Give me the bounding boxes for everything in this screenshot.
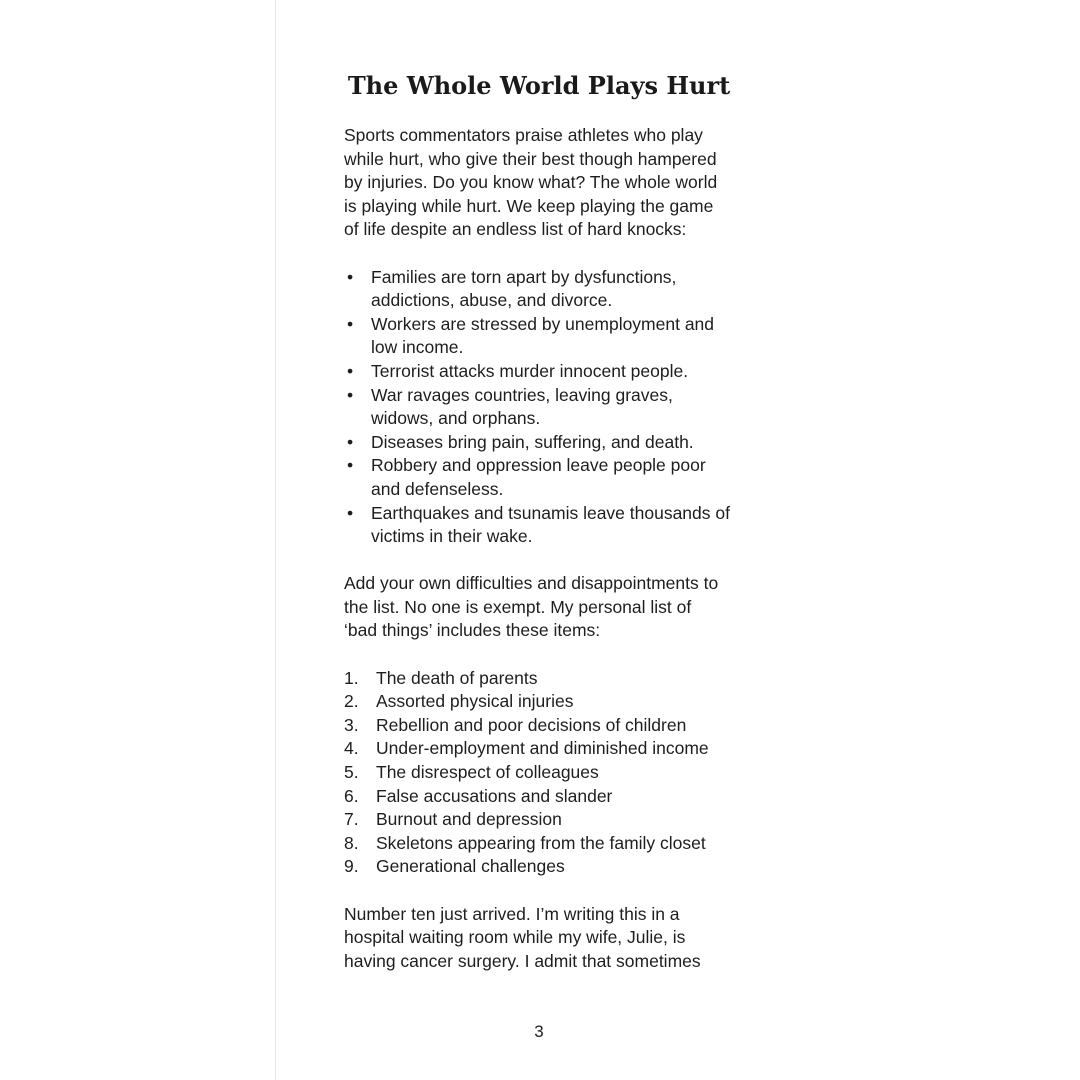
list-item — [344, 266, 731, 313]
list-number: 4. — [344, 738, 359, 759]
list-item-text: Families are torn apart by dysfunctions, addictions, abuse, and divorce. — [371, 266, 677, 311]
list-item-text: Diseases bring pain, suffering, and death. — [371, 431, 694, 452]
list-item-text: Under-employment and diminished income — [376, 738, 709, 759]
list-number: 2. — [344, 691, 359, 712]
paragraph-spacer — [344, 549, 744, 573]
bullet-marker: • — [347, 313, 354, 334]
list-item — [344, 384, 731, 431]
list-item — [344, 667, 744, 691]
list-item-text: Burnout and depression — [376, 809, 562, 830]
paragraph-spacer — [344, 242, 744, 266]
list-number: 5. — [344, 762, 359, 783]
list-item — [344, 360, 731, 384]
list-item-text: Terrorist attacks murder innocent people. — [371, 360, 689, 381]
list-item-text: Skeletons appearing from the family closet — [376, 832, 706, 853]
list-item — [344, 502, 731, 549]
list-item — [344, 313, 731, 360]
closing-paragraph: Number ten just arrived. I’m writing this in a hospital waiting room while my wife, Julie, is having cancer surgery. I admit that sometimes — [344, 903, 701, 971]
list-item — [344, 808, 744, 832]
bullet-marker: • — [347, 455, 354, 476]
list-item — [344, 690, 744, 714]
list-item — [344, 737, 744, 761]
page-number: 3 — [534, 1022, 544, 1041]
list-item-text: Generational challenges — [376, 856, 565, 877]
personal-numbered-list — [344, 667, 744, 879]
page-gutter-divider — [275, 0, 276, 1080]
bullet-marker: • — [347, 431, 354, 452]
document-page — [344, 66, 744, 973]
bullet-marker: • — [347, 502, 354, 523]
bullet-marker: • — [347, 266, 354, 287]
paragraph-spacer — [344, 643, 744, 667]
list-item — [344, 832, 744, 856]
bullet-marker: • — [347, 384, 354, 405]
bullet-marker: • — [347, 360, 354, 381]
list-number: 1. — [344, 667, 359, 688]
intro-paragraph: Sports commentators praise athletes who play while hurt, who give their best though hampered by injuries. Do you know what? The whole world is playing while hurt. We keep playing the game of life despite an endless list of hard knocks: — [344, 125, 718, 240]
list-number: 6. — [344, 785, 359, 806]
list-number: 9. — [344, 856, 359, 877]
list-item — [344, 855, 744, 879]
list-item-text: The disrespect of colleagues — [376, 762, 599, 783]
list-item — [344, 454, 731, 501]
list-item — [344, 761, 744, 785]
list-item-text: Workers are stressed by unemployment and low income. — [371, 313, 715, 358]
list-item — [344, 714, 744, 738]
list-item-text: The death of parents — [376, 667, 538, 688]
list-item — [344, 431, 731, 455]
list-number: 8. — [344, 832, 359, 853]
list-item-text: Assorted physical injuries — [376, 691, 574, 712]
list-item — [344, 785, 744, 809]
list-item-text: Earthquakes and tsunamis leave thousands of victims in their wake. — [371, 502, 730, 547]
list-item-text: Rebellion and poor decisions of children — [376, 714, 687, 735]
list-item-text: War ravages countries, leaving graves, widows, and orphans. — [371, 384, 673, 429]
list-item-text: False accusations and slander — [376, 785, 613, 806]
list-item-text: Robbery and oppression leave people poor and defenseless. — [371, 455, 706, 499]
middle-paragraph: Add your own difficulties and disappointments to the list. No one is exempt. My personal list of ‘bad things’ includes these items: — [344, 573, 719, 641]
hardships-bullet-list — [344, 266, 744, 549]
list-number: 7. — [344, 809, 359, 830]
list-number: 3. — [344, 714, 359, 735]
paragraph-spacer — [344, 879, 744, 903]
page-title: The Whole World Plays Hurt — [347, 71, 731, 100]
